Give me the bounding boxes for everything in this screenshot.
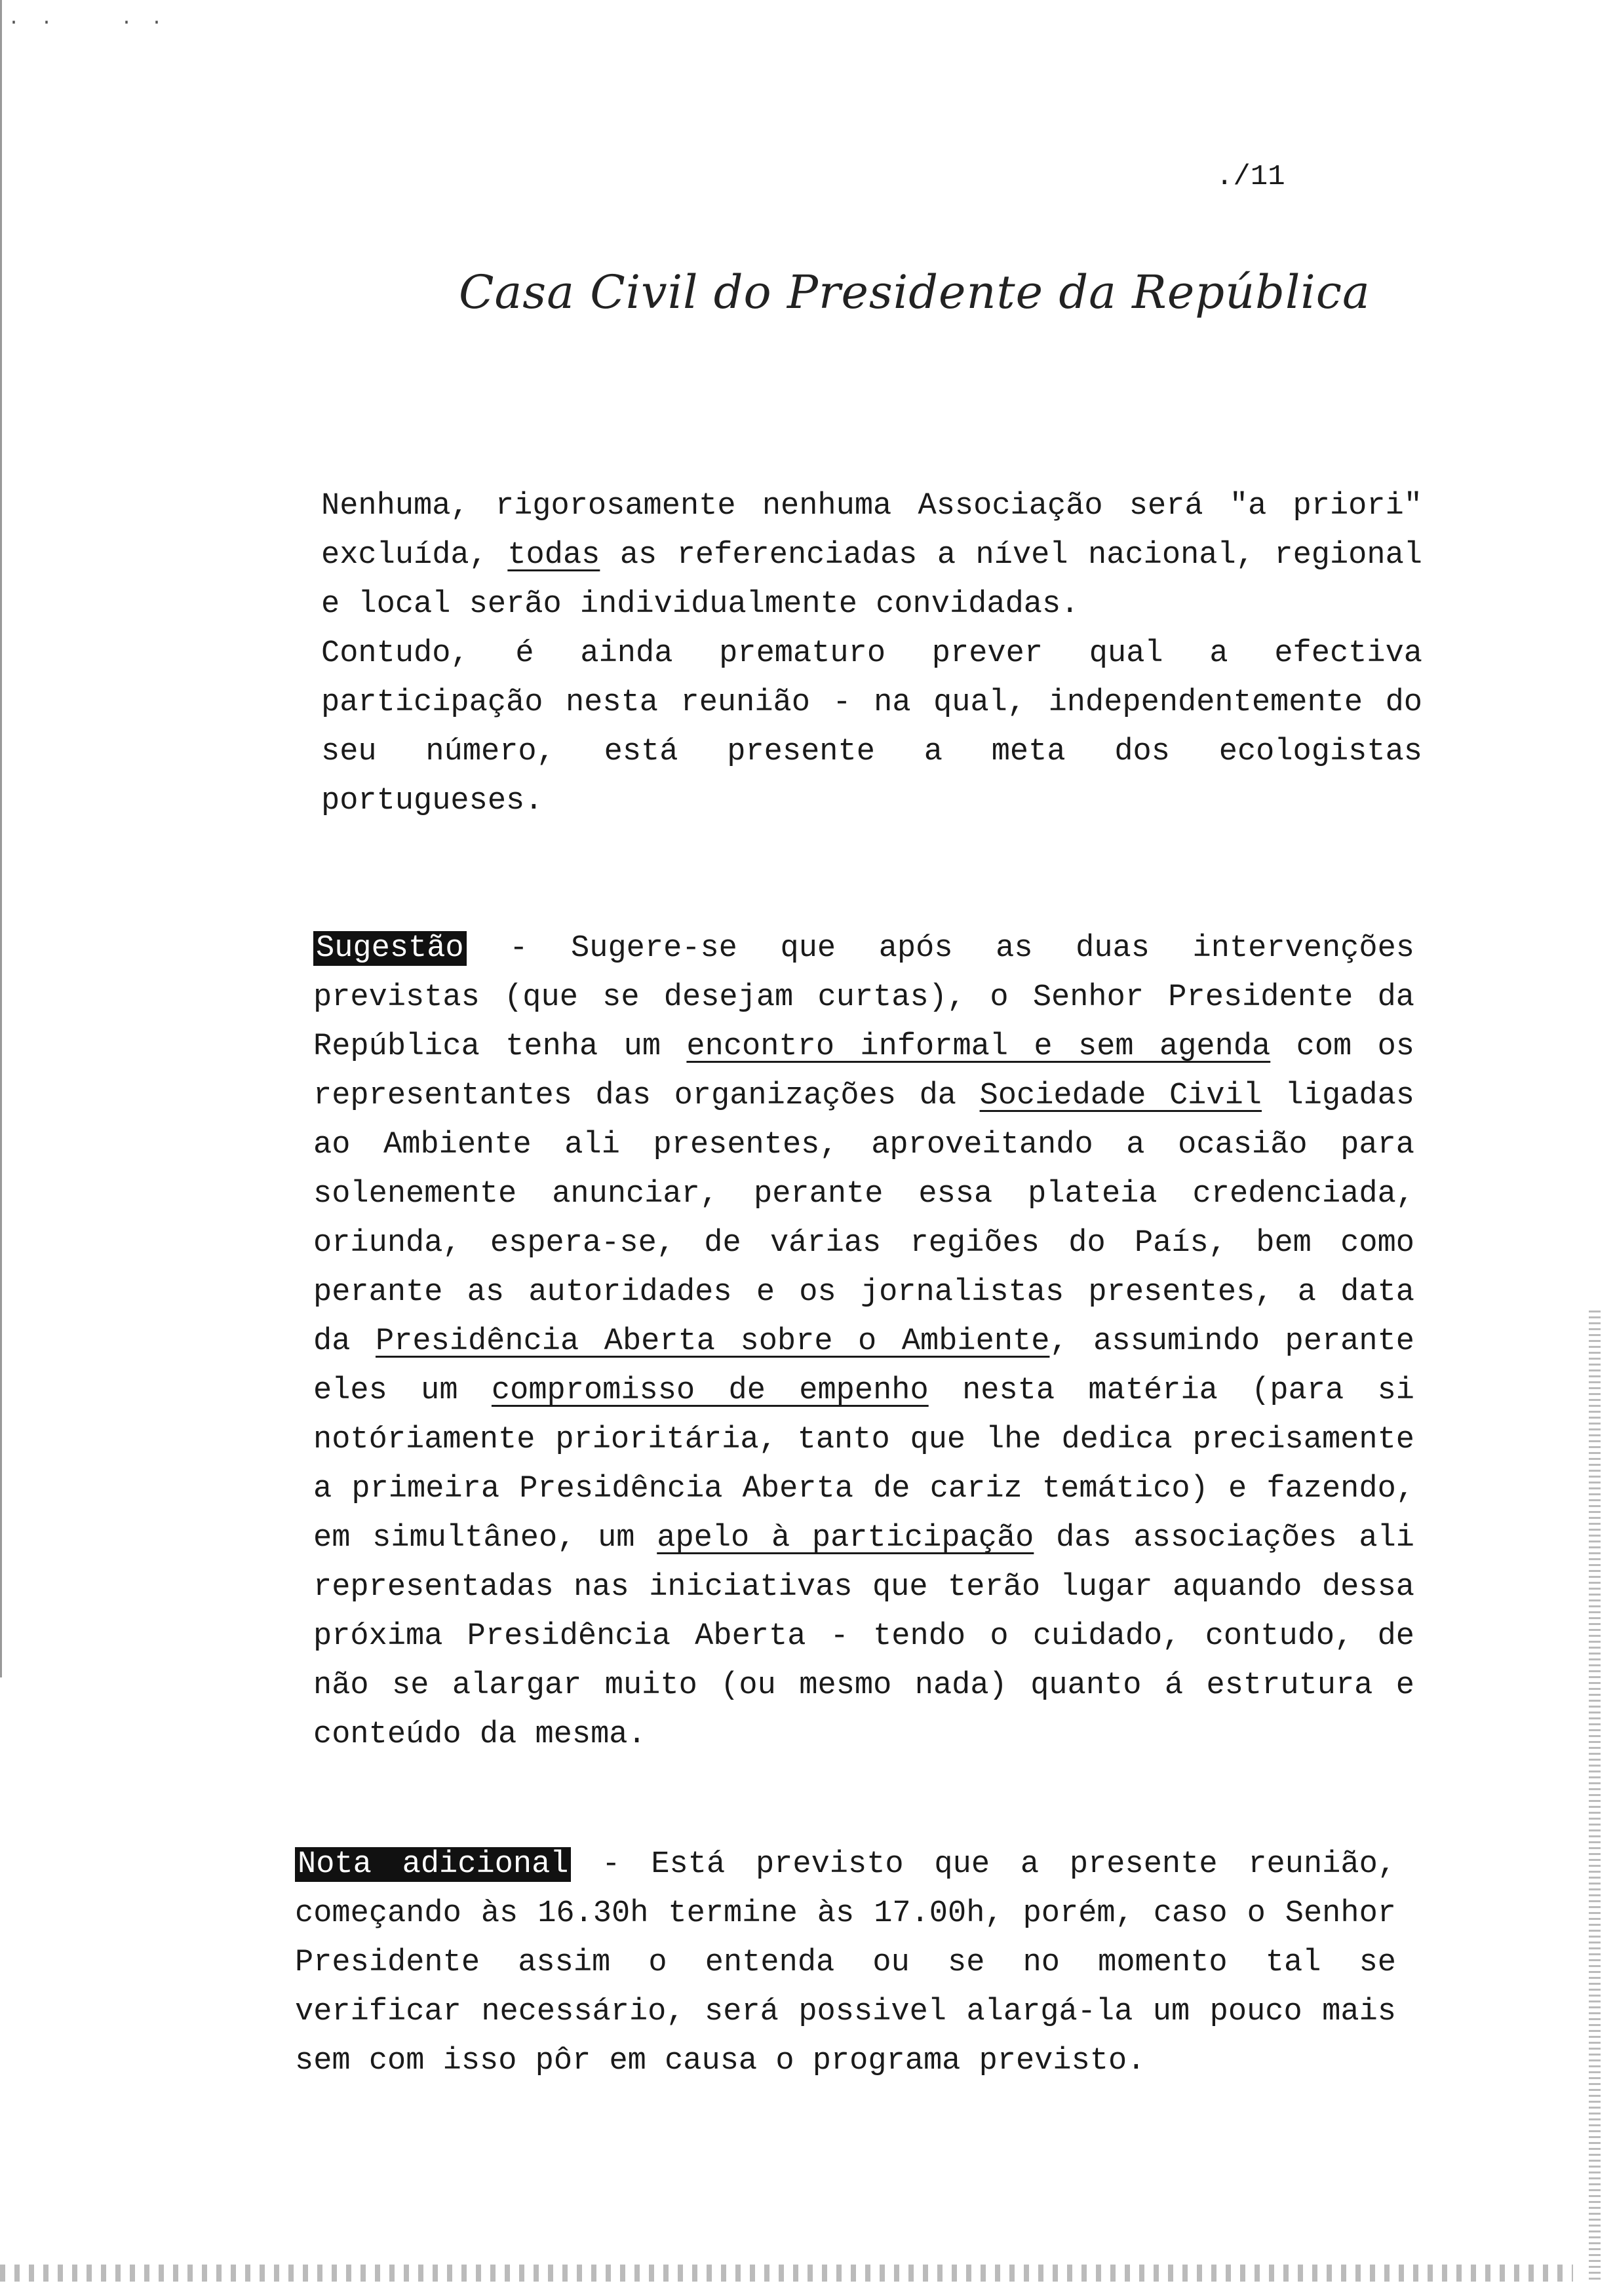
scan-bottom-edge	[0, 2265, 1573, 2282]
scan-speck: ·	[41, 12, 53, 34]
text-run: Nenhuma, rigorosamente nenhuma Associação será "a priori" excluída,	[321, 489, 1422, 573]
text-run: com os representantes das organizações da	[313, 1029, 1415, 1113]
page-number: ./11	[1216, 161, 1285, 193]
letterhead: Casa Civil do Presidente da República	[459, 265, 1371, 319]
text-run: das associações ali representadas nas iniciativas que terão lugar aquando dessa próxima Presidência Aberta - tendo o cuidado, contudo, de não se alargar muito (ou mesmo nada) quanto á estrutura e conteúdo da mesma.	[313, 1521, 1414, 1752]
text-run: as referenciadas a nível nacional, regional e local serão individualmente convidadas.	[321, 538, 1422, 622]
text-run: - Sugere-se que após as duas intervenções previstas (que se desejam curtas), o Senhor Presidente da República tenha um	[313, 931, 1414, 1064]
paragraph-associations	[321, 482, 1422, 629]
scan-left-edge	[0, 0, 2, 1677]
intro-paragraphs	[321, 482, 1422, 826]
text-run: nesta matéria (para si notóriamente prioritária, tanto que lhe dedica precisamente a primeira Presidência Aberta de cariz temático) e fazendo, em simultâneo, um	[313, 1373, 1414, 1556]
suggestion-paragraph	[313, 924, 1414, 1759]
text-run: ligadas ao Ambiente ali presentes, aproveitando a ocasião para solenemente anunciar, perante essa plateia credenciada, oriunda, espera-se, de várias regiões do País, bem como perante as autoridades e os jornalistas presentes, a data da	[313, 1079, 1414, 1359]
scan-right-edge	[1589, 1311, 1601, 2280]
underlined-text: todas	[507, 538, 600, 573]
underlined-text: apelo à participação	[657, 1521, 1034, 1556]
suggestion-section	[313, 924, 1414, 1759]
underlined-text: Sociedade Civil	[979, 1079, 1262, 1113]
scan-speck: ·	[121, 12, 133, 34]
suggestion-label: Sugestão	[313, 931, 467, 966]
underlined-text: encontro informal e sem agenda	[686, 1029, 1271, 1064]
paragraph-participation: Contudo, é ainda prematuro prever qual a efectiva participação nesta reunião - na qual, independentemente do seu número, está presente a meta dos ecologistas portugueses.	[321, 636, 1422, 818]
additional-note-paragraph	[295, 1840, 1396, 2086]
additional-note-label: Nota adicional	[295, 1847, 571, 1882]
additional-note-section	[295, 1840, 1396, 2086]
underlined-text: compromisso de empenho	[491, 1373, 929, 1408]
text-run: , assumindo perante eles um	[313, 1324, 1414, 1408]
scan-speck: ·	[8, 12, 20, 34]
text-run: - Está previsto que a presente reunião, começando às 16.30h termine às 17.00h, porém, caso o Senhor Presidente assim o entenda ou se no momento tal se verificar necessário, será possivel alargá-la um pouco mais sem com isso pôr em causa o programa previsto.	[295, 1847, 1396, 2078]
scan-speck: ·	[151, 12, 163, 34]
underlined-text: Presidência Aberta sobre o Ambiente	[375, 1324, 1050, 1359]
